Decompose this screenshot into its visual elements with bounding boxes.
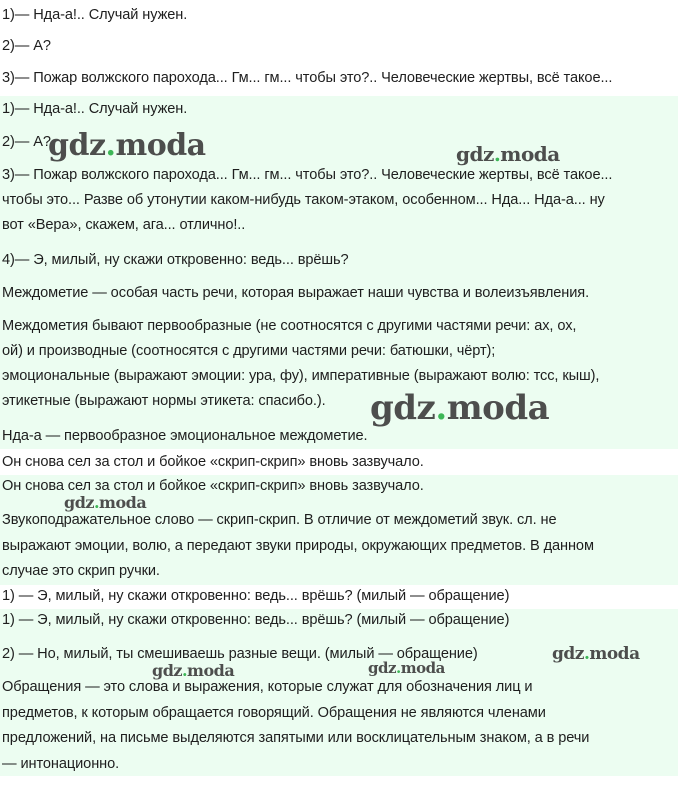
text-line: 2)— А? xyxy=(2,38,51,54)
text-block-original xyxy=(0,585,680,609)
text-line: Он снова сел за стол и бойкое «скрип-скрип» вновь зазвучало. xyxy=(2,454,424,470)
text-line: Он снова сел за стол и бойкое «скрип-скрип» вновь зазвучало. xyxy=(2,478,424,494)
text-block-original xyxy=(0,449,680,475)
text-line: 2)— А? xyxy=(2,134,51,150)
text-line: 1)— Нда-а!.. Случай нужен. xyxy=(2,101,188,117)
text-line: 1) — Э, милый, ну скажи откровенно: ведь... врёшь? (милый — обращение) xyxy=(2,588,510,604)
watermark-logo: gdz.moda xyxy=(64,493,147,512)
text-line: чтобы это... Разве об утонутии каком-нибудь таком-этаком, особенном... Нда... Нда-а... ну xyxy=(2,192,605,208)
watermark-logo: gdz.moda xyxy=(552,644,640,664)
text-line: эмоциональные (выражают эмоции: ура, фу), императивные (выражают волю: тсс, кыш), xyxy=(2,368,600,384)
text-line: 1)— Нда-а!.. Случай нужен. xyxy=(2,7,188,23)
watermark-logo: gdz.moda xyxy=(152,661,235,680)
text-line: — интонационно. xyxy=(2,756,120,772)
text-line: ой) и производные (соотносятся с другими частями речи: батюшки, чёрт); xyxy=(2,343,496,359)
text-line: выражают эмоции, волю, а передают звуки природы, окружающих предметов. В данном xyxy=(2,538,594,554)
watermark-logo: gdz.moda xyxy=(456,142,560,166)
text-line: предложений, на письме выделяются запятыми или восклицательным знаком, а в речи xyxy=(2,730,590,746)
text-line: вот «Вера», скажем, ага... отлично!.. xyxy=(2,217,246,233)
text-line: 3)— Пожар волжского парохода... Гм... гм... чтобы это?.. Человеческие жертвы, всё такое... xyxy=(2,167,613,183)
text-line: Междометия бывают первообразные (не соотносятся с другими частями речи: ах, ох, xyxy=(2,318,577,334)
text-line: этикетные (выражают нормы этикета: спасибо.). xyxy=(2,393,326,409)
text-line: Звукоподражательное слово — скрип-скрип. В отличие от междометий звук. сл. не xyxy=(2,512,557,528)
watermark-logo: gdz.moda xyxy=(48,128,206,163)
text-block-answer xyxy=(0,609,678,776)
text-block-answer xyxy=(0,475,678,585)
text-line: Междометие — особая часть речи, которая выражает наши чувства и волеизъявления. xyxy=(2,285,590,301)
text-line: случае это скрип ручки. xyxy=(2,563,160,579)
text-line: 3)— Пожар волжского парохода... Гм... гм... чтобы это?.. Человеческие жертвы, всё такое... xyxy=(2,70,613,86)
watermark-logo: gdz.moda xyxy=(368,659,445,677)
text-line: 2) — Но, милый, ты смешиваешь разные вещи. (милый — обращение) xyxy=(2,646,478,662)
text-line: 1) — Э, милый, ну скажи откровенно: ведь... врёшь? (милый — обращение) xyxy=(2,612,510,628)
text-line: Нда-а — первообразное эмоциональное междометие. xyxy=(2,428,368,444)
text-line: 4)— Э, милый, ну скажи откровенно: ведь... врёшь? xyxy=(2,252,349,268)
text-line: предметов, к которым обращается говорящий. Обращения не являются членами xyxy=(2,705,546,721)
watermark-logo: gdz.moda xyxy=(370,388,550,428)
text-block-original xyxy=(0,0,680,96)
text-line: Обращения — это слова и выражения, которые служат для обозначения лиц и xyxy=(2,679,533,695)
